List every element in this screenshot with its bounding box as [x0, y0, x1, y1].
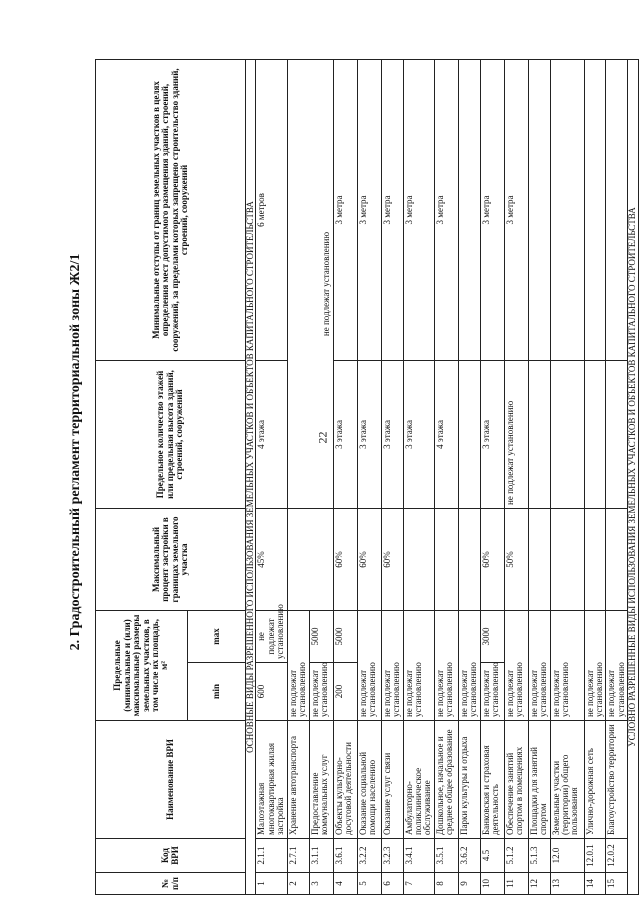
- row-code: 3.4.1: [403, 839, 434, 873]
- row-area: не подлежат установлению: [458, 610, 480, 720]
- row-floors: 3 этажа: [333, 360, 357, 508]
- page-number: 22: [315, 431, 330, 444]
- table-row: [504, 59, 528, 894]
- row-floors: 3 этажа: [381, 360, 403, 508]
- header-code: Код ВРИ: [96, 839, 246, 873]
- row-num: 11: [504, 873, 528, 895]
- row-area: не подлежат установлению: [287, 610, 309, 720]
- row-name: Хранение автотранспорта: [287, 721, 309, 839]
- row-num: 13: [550, 873, 584, 895]
- row-area: не подлежат установлению: [528, 610, 550, 720]
- row-name: Амбулаторно-поликлиническое обслуживание: [403, 721, 434, 839]
- header-setback: Минимальные отступы от границ земельных участков в целях определения мест допустимого размещения зданий, строений, сооружений, за пределами которых запрещено строительство зданий, строений, сооружений: [96, 59, 246, 360]
- row-name: Земельные участки (территории) общего пользования: [550, 721, 584, 839]
- table-row: [528, 59, 550, 894]
- row-area: не подлежат установлению: [403, 610, 434, 720]
- row-min: не подлежат установлению: [480, 663, 504, 721]
- row-min: 600: [256, 663, 287, 721]
- row-area: не подлежат установлению: [584, 610, 606, 720]
- row-setback: 3 метра: [480, 59, 504, 360]
- header-area: Предельные (минимальные и (или) максимальные) размеры земельных участков, в том числе их площадь, м²: [96, 610, 188, 720]
- row-code: 5.1.2: [504, 839, 528, 873]
- row-name: Объекты культурно-досуговой деятельности: [333, 721, 357, 839]
- row-num: 12: [528, 873, 550, 895]
- row-percent: 60%: [480, 508, 504, 610]
- row-floors: не подлежат установлению: [504, 360, 528, 508]
- row-not-set-merged: не подлежат установлению: [287, 59, 333, 508]
- row-min: 200: [333, 663, 357, 721]
- row-setback: 3 метра: [434, 59, 458, 360]
- row-area: не подлежат установлению: [357, 610, 381, 720]
- row-num: 8: [434, 873, 458, 895]
- row-area: не подлежат установлению: [606, 610, 628, 720]
- table-row: [606, 59, 628, 894]
- table-row: [357, 59, 381, 894]
- row-code: 12.0.2: [606, 839, 628, 873]
- header-floors: Предельное количество этажей или предельная высота зданий, строений, сооружений: [96, 360, 246, 508]
- row-name: Малоэтажная многоквартирная жилая застройка: [256, 721, 287, 839]
- section-main-uses: ОСНОВНЫЕ ВИДЫ РАЗРЕШЕННОГО ИСПОЛЬЗОВАНИЯ ЗЕМЕЛЬНЫХ УЧАСТКОВ И ОБЪЕКТОВ КАПИТАЛЬНОГО СТРОИТЕЛЬСТВА: [246, 59, 256, 894]
- row-code: 2.1.1: [256, 839, 287, 873]
- row-code: 3.6.2: [458, 839, 480, 873]
- row-code: 4.5: [480, 839, 504, 873]
- row-name: Парки культуры и отдыха: [458, 721, 480, 839]
- regulation-table: [95, 59, 639, 895]
- row-floors: 3 этажа: [480, 360, 504, 508]
- row-num: 14: [584, 873, 606, 895]
- table-row: [256, 59, 287, 894]
- row-setback: 3 метра: [357, 59, 381, 360]
- row-min: не подлежат установлению: [309, 663, 333, 721]
- header-percent: Максимальный процент застройки в границах земельного участка: [96, 508, 246, 610]
- row-name: Обеспечение занятий спортом в помещениях: [504, 721, 528, 839]
- header-min: min: [188, 663, 246, 721]
- row-name: Оказание социальной помощи населению: [357, 721, 381, 839]
- row-code: 3.5.1: [434, 839, 458, 873]
- row-max: 5000: [309, 610, 333, 662]
- table-row: [403, 59, 434, 894]
- row-setback: 3 метра: [403, 59, 434, 360]
- table-row: [550, 59, 584, 894]
- row-num: 9: [458, 873, 480, 895]
- row-name: Оказание услуг связи: [381, 721, 403, 839]
- header-max: max: [188, 610, 246, 662]
- section-conditional-uses: УСЛОВНО РАЗРЕШЕННЫЕ ВИДЫ ИСПОЛЬЗОВАНИЯ ЗЕМЕЛЬНЫХ УЧАСТКОВ И ОБЪЕКТОВ КАПИТАЛЬНОГО СТРОИТЕЛЬСТВА: [628, 59, 638, 894]
- row-code: 3.2.3: [381, 839, 403, 873]
- row-code: 12.0.1: [584, 839, 606, 873]
- row-num: 2: [287, 873, 309, 895]
- row-floors: 4 этажа: [434, 360, 458, 508]
- row-floors: 4 этажа: [256, 360, 287, 508]
- table-row: [287, 59, 309, 894]
- row-setback: 3 метра: [333, 59, 357, 360]
- row-area: не подлежат установлению: [550, 610, 584, 720]
- row-floors: 3 этажа: [403, 360, 434, 508]
- header-num: № п/п: [96, 873, 246, 895]
- table-row: [381, 59, 403, 894]
- row-code: 3.6.1: [333, 839, 357, 873]
- table-row: [584, 59, 606, 894]
- row-code: 5.1.3: [528, 839, 550, 873]
- row-setback: 3 метра: [381, 59, 403, 360]
- table-row: [333, 59, 357, 894]
- table-row: [434, 59, 458, 894]
- page-title: 2. Градостроительный регламент территориальной зоны Ж2/1: [68, 253, 83, 651]
- row-code: 3.1.1: [309, 839, 333, 873]
- row-max: 3000: [480, 610, 504, 662]
- row-floors: 3 этажа: [357, 360, 381, 508]
- row-percent: 50%: [504, 508, 528, 610]
- row-code: 12.0: [550, 839, 584, 873]
- table-row: [480, 59, 504, 894]
- table-row: [458, 59, 480, 894]
- row-percent: 60%: [381, 508, 403, 610]
- row-name: Предоставление коммунальных услуг: [309, 721, 333, 839]
- row-max: не подлежат установлению: [256, 610, 287, 662]
- row-name: Площадки для занятий спортом: [528, 721, 550, 839]
- header-name: Наименование ВРИ: [96, 721, 246, 839]
- row-code: 2.7.1: [287, 839, 309, 873]
- row-num: 6: [381, 873, 403, 895]
- row-percent: 60%: [357, 508, 381, 610]
- row-name: Дошкольное, начальное и среднее общее образование: [434, 721, 458, 839]
- row-percent: 60%: [333, 508, 357, 610]
- row-num: 3: [309, 873, 333, 895]
- row-area: не подлежат установлению: [504, 610, 528, 720]
- row-name: Благоустройство территории: [606, 721, 628, 839]
- row-name: Банковская и страховая деятельность: [480, 721, 504, 839]
- row-setback: 3 метра: [504, 59, 528, 360]
- row-area: не подлежат установлению: [381, 610, 403, 720]
- row-num: 5: [357, 873, 381, 895]
- row-num: 1: [256, 873, 287, 895]
- row-num: 4: [333, 873, 357, 895]
- row-num: 10: [480, 873, 504, 895]
- regulation-table-container: [95, 60, 638, 895]
- row-area: не подлежат установлению: [434, 610, 458, 720]
- row-percent: 45%: [256, 508, 287, 610]
- row-max: 5000: [333, 610, 357, 662]
- row-name: Улично-дорожная сеть: [584, 721, 606, 839]
- row-code: 3.2.2: [357, 839, 381, 873]
- row-setback: 6 метров: [256, 59, 287, 360]
- row-num: 7: [403, 873, 434, 895]
- row-num: 15: [606, 873, 628, 895]
